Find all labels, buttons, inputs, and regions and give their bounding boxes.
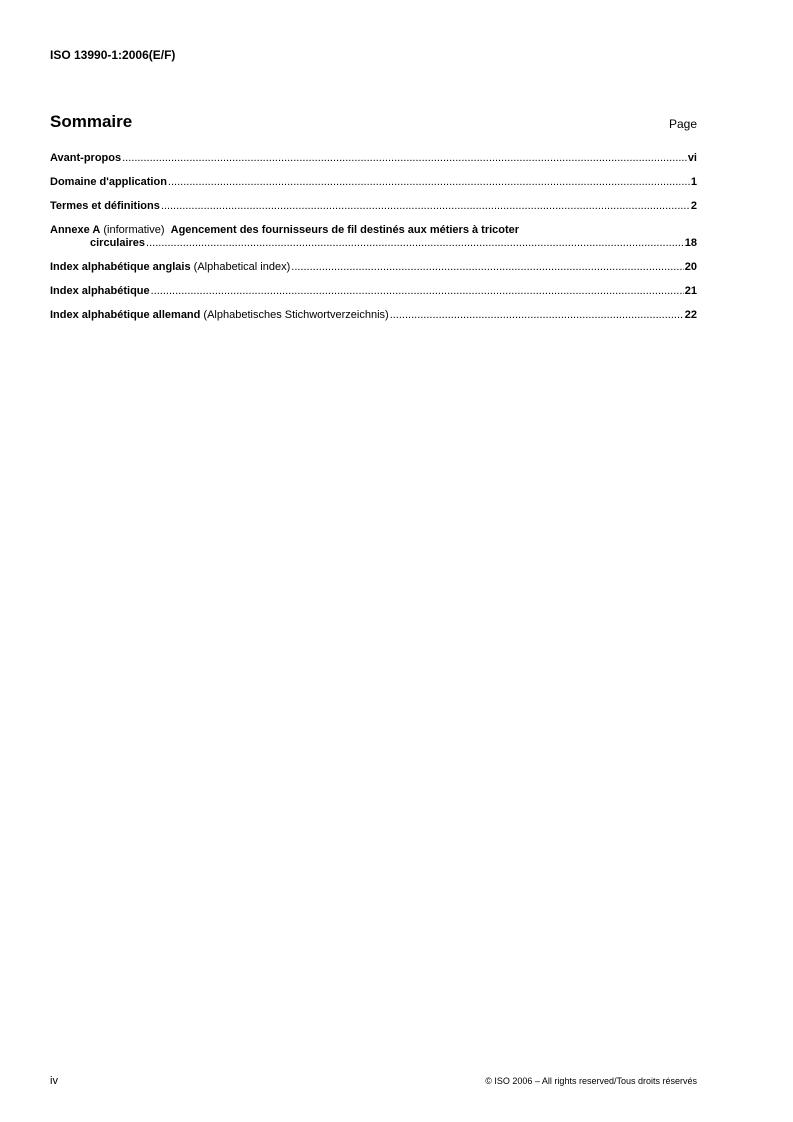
toc-entry-index-anglais[interactable] [50,261,697,274]
toc-entry-qualifier: (informative) [100,224,171,236]
toc-entry-title: Domaine d'application [50,176,167,188]
toc-entry-page: 1 [690,176,697,188]
toc-entry-title: Termes et définitions [50,200,160,212]
toc-entry-qualifier: (Alphabetisches Stichwortverzeichnis) [200,309,389,321]
toc-entry-title: Annexe A [50,224,101,236]
toc-entry-page: 18 [684,237,697,249]
toc-entry-title: Index alphabétique anglais [50,261,191,273]
toc-entry-domaine-application[interactable] [50,176,697,189]
toc-entry-annexe-a[interactable] [50,224,697,250]
toc-entry-avant-propos[interactable] [50,152,697,165]
toc-entry-title: Avant-propos [50,152,122,164]
toc-entry-index-alphabetique[interactable] [50,285,697,298]
toc-page-column-label: Page [668,117,697,131]
toc-entry-title: Index alphabétique [50,285,150,297]
toc-dot-leader [161,200,690,213]
document-id: ISO 13990-1:2006(E/F) [50,48,176,62]
toc-title: Sommaire [50,112,133,131]
toc-dot-leader [291,261,683,274]
toc-dot-leader [168,176,690,189]
toc-entry-page: vi [687,152,697,164]
table-of-contents [50,152,697,333]
toc-entry-first-line [50,224,697,237]
toc-entry-subtitle: Agencement des fournisseurs de fil destinés aux métiers à tricoter [170,224,520,236]
footer-copyright: © ISO 2006 – All rights reserved/Tous droits réservés [485,1076,697,1086]
toc-dot-leader [122,152,687,165]
toc-entry-page: 20 [684,261,697,273]
toc-dot-leader [390,309,684,322]
toc-dot-leader [146,237,684,250]
toc-entry-continuation-line [50,237,697,250]
toc-entry-subtitle-continued: circulaires [90,237,146,249]
toc-entry-page: 2 [690,200,697,212]
footer-page-number: iv [50,1075,58,1087]
toc-dot-leader [151,285,684,298]
toc-entry-qualifier: (Alphabetical index) [190,261,291,273]
toc-entry-title: Index alphabétique allemand [50,309,201,321]
toc-entry-page: 21 [684,285,697,297]
toc-entry-page: 22 [684,309,697,321]
toc-entry-termes-definitions[interactable] [50,200,697,213]
toc-entry-index-allemand[interactable] [50,309,697,322]
